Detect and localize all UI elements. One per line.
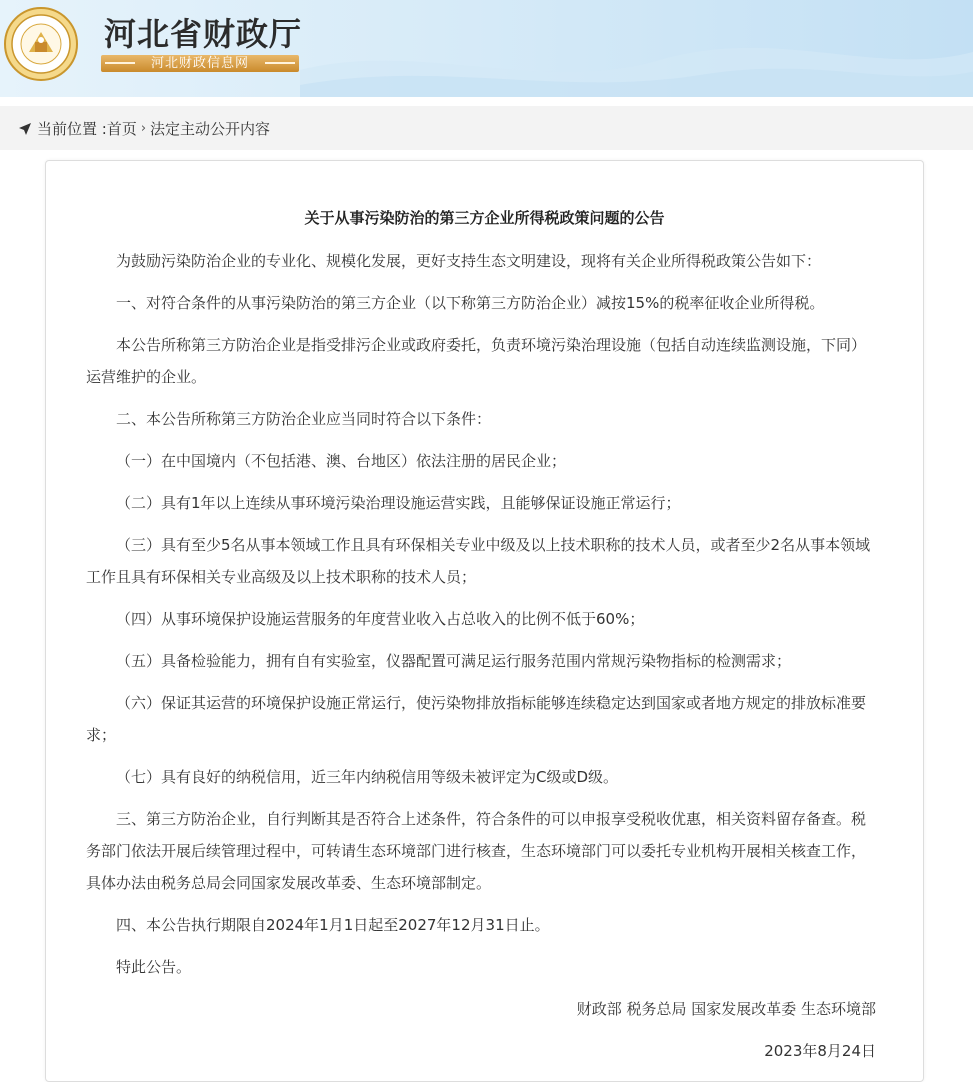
article-paragraph: （六）保证其运营的环境保护设施正常运行，使污染物排放指标能够连续稳定达到国家或者地方规定的排放标准要求； [86,694,867,744]
breadcrumb [18,119,270,139]
article-paragraph: 四、本公告执行期限自2024年1月1日起至2027年12月31日止。 [116,916,550,934]
article-date: 2023年8月24日 [764,1042,876,1060]
article-paragraph: （七）具有良好的纳税信用，近三年内纳税信用等级未被评定为C级或D级。 [116,768,619,786]
article-paragraph: 三、第三方防治企业，自行判断其是否符合上述条件，符合条件的可以申报享受税收优惠，相关资料留存备查。税务部门依法开展后续管理过程中，可转请生态环境部门进行核查，生态环境部门可以委托专业机构开展相关核查工作，具体办法由税务总局会同国家发展改革委、生态环境部制定。 [86,810,867,892]
article-paragraph: 为鼓励污染防治企业的专业化、规模化发展，更好支持生态文明建设，现将有关企业所得税政策公告如下： [116,252,822,270]
article-paragraph: （五）具备检验能力，拥有自有实验室，仪器配置可满足运行服务范围内常规污染物指标的检测需求； [116,652,792,670]
article-paragraph: 一、对符合条件的从事污染防治的第三方企业（以下称第三方防治企业）减按15%的税率征收企业所得税。 [116,294,825,312]
breadcrumb-separator: › [140,121,147,136]
article-container [45,160,924,1082]
site-subtitle: 河北财政信息网 [150,56,249,71]
article-paragraph: 二、本公告所称第三方防治企业应当同时符合以下条件： [116,410,492,428]
article-paragraph: （一）在中国境内（不包括港、澳、台地区）依法注册的居民企业； [116,452,567,470]
seal-logo-icon[interactable] [3,6,79,82]
article-signers: 财政部 税务总局 国家发展改革委 生态环境部 [576,1000,876,1018]
breadcrumb-home-link[interactable]: 首页 [106,120,137,138]
site-header [0,0,973,97]
article-paragraph: 特此公告。 [116,958,192,976]
location-arrow-icon [18,122,32,136]
breadcrumb-prefix: 当前位置 : [37,120,107,138]
site-title[interactable]: 河北省财政厅 [104,15,303,53]
breadcrumb-current-link[interactable]: 法定主动公开内容 [150,120,271,138]
article-paragraph: （二）具有1年以上连续从事环境污染治理设施运营实践，且能够保证设施正常运行； [116,494,681,512]
article-paragraph: （四）从事环境保护设施运营服务的年度营业收入占总收入的比例不低于60%； [116,610,645,628]
header-wave-decoration [300,0,973,97]
article-title: 关于从事污染防治的第三方企业所得税政策问题的公告 [304,209,665,227]
article-paragraph: 本公告所称第三方防治企业是指受排污企业或政府委托，负责环境污染治理设施（包括自动连续监测设施，下同）运营维护的企业。 [86,336,867,386]
article-paragraph: （三）具有至少5名从事本领域工作且具有环保相关专业中级及以上技术职称的技术人员，或者至少2名从事本领域工作且具有环保相关专业高级及以上技术职称的技术人员； [86,536,871,586]
article-body [86,245,876,1077]
site-subtitle-banner [101,55,299,72]
